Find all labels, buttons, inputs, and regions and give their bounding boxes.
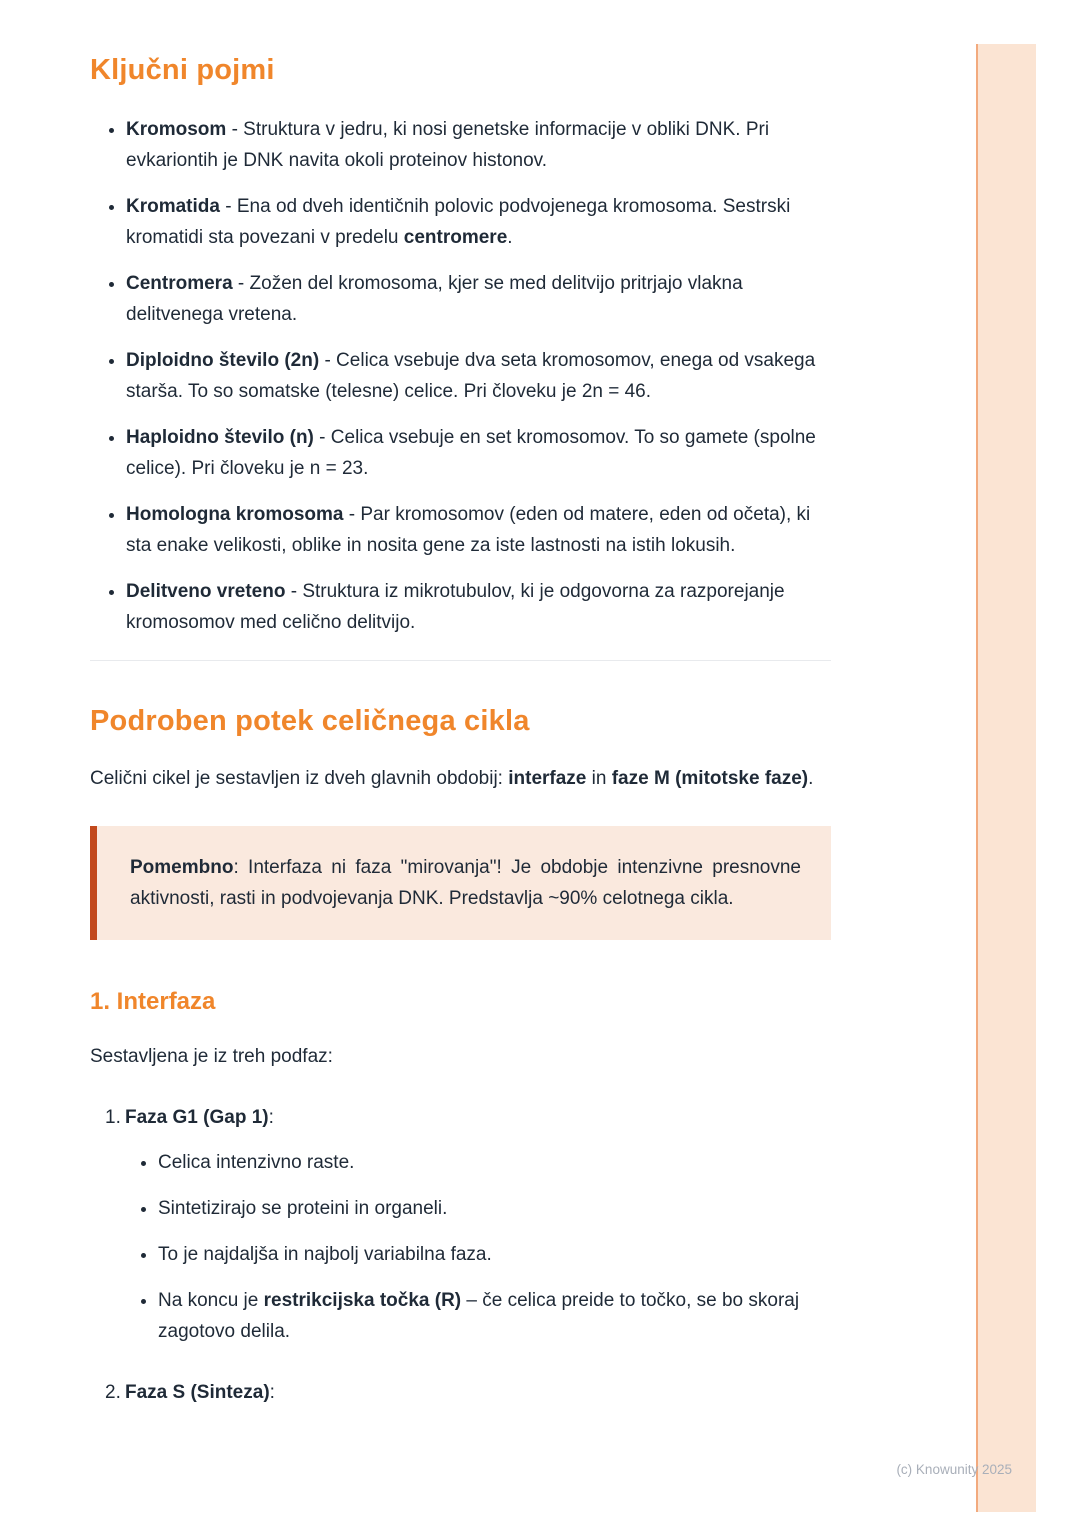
term-item-homologna xyxy=(126,499,831,561)
page-edge-strip xyxy=(976,44,1036,1512)
point-text: – če celica preide to točko, se bo skoraj zagotovo delila. xyxy=(158,1290,800,1342)
term-name: Kromatida xyxy=(126,196,220,217)
subsection-title-interfaza: 1. Interfaza xyxy=(90,988,216,1015)
interfaza-phase-list xyxy=(90,1102,831,1408)
term-name: Haploidno število (n) xyxy=(126,427,314,448)
term-item-kromosom xyxy=(126,114,831,176)
document-content xyxy=(90,52,831,1423)
point-text: Na koncu je xyxy=(158,1290,264,1311)
term-name: Homologna kromosoma xyxy=(126,504,344,525)
point-bold-restriction: restrikcijska točka (R) xyxy=(263,1290,462,1311)
term-item-haploidno xyxy=(126,422,831,484)
phase-point xyxy=(158,1285,831,1347)
term-item-centromera xyxy=(126,268,831,330)
section-title-key-terms: Ključni pojmi xyxy=(90,54,275,86)
term-desc: - Celica vsebuje en set kromosomov. To so gamete (spolne celice). Pri človeku je n = 23. xyxy=(126,427,816,479)
section-title-cell-cycle: Podroben potek celičnega cikla xyxy=(90,705,530,737)
phase-item-g1 xyxy=(90,1102,831,1362)
intro-bold-interfaze: interfaze xyxy=(508,768,587,789)
callout-paragraph xyxy=(130,852,801,914)
copyright-footer: (c) Knowunity 2025 xyxy=(896,1462,1012,1477)
callout-text: : Interfaza ni faza "mirovanja"! Je obdobje intenzivne presnovne aktivnosti, rasti in podvojevanja DNK. Predstavlja ~90% celotnega cikla. xyxy=(130,857,801,909)
term-desc: - Struktura iz mikrotubulov, ki je odgovorna za razporejanje kromosomov med celično delitvijo. xyxy=(126,581,785,633)
key-terms-list xyxy=(90,114,831,638)
callout-label: Pomembno xyxy=(130,857,234,878)
phase-term: Faza G1 (Gap 1) xyxy=(125,1107,269,1128)
phase-g1-points xyxy=(125,1147,831,1347)
cycle-intro-paragraph xyxy=(90,763,831,794)
term-desc-tail: . xyxy=(507,227,513,248)
intro-bold-faza-m: faze M (mitotske faze) xyxy=(611,768,809,789)
term-desc: - Zožen del kromosoma, kjer se med delitvijo pritrjajo vlakna delitvenega vretena. xyxy=(126,273,743,325)
important-callout xyxy=(90,826,831,940)
intro-text: in xyxy=(586,768,612,789)
phase-body xyxy=(125,1102,831,1362)
phase-point xyxy=(158,1239,831,1270)
term-desc: - Celica vsebuje dva seta kromosomov, enega od vsakega starša. To so somatske (telesne) celice. Pri človeku je 2n = 46. xyxy=(126,350,816,402)
term-desc: - Struktura v jedru, ki nosi genetske informacije v obliki DNK. Pri evkariontih je DNK navita okoli proteinov histonov. xyxy=(126,119,770,171)
term-name: Delitveno vreteno xyxy=(126,581,286,602)
term-item-delitveno-vreteno xyxy=(126,576,831,638)
point-text: Sintetizirajo se proteini in organeli. xyxy=(158,1198,448,1219)
section-divider xyxy=(90,660,831,661)
term-desc-bold: centromere xyxy=(403,227,508,248)
point-text: Celica intenzivno raste. xyxy=(158,1152,355,1173)
phase-colon: : xyxy=(268,1107,274,1128)
phase-item-s xyxy=(90,1377,831,1408)
intro-text: . xyxy=(808,768,814,789)
term-item-diploidno xyxy=(126,345,831,407)
term-desc: - Par kromosomov (eden od matere, eden od očeta), ki sta enake velikosti, oblike in nosita gene za iste lastnosti na istih lokusih. xyxy=(126,504,811,556)
term-name: Centromera xyxy=(126,273,233,294)
intro-text: Celični cikel je sestavljen iz dveh glavnih obdobij: xyxy=(90,768,509,789)
phase-number: 2. xyxy=(105,1382,121,1403)
term-name: Kromosom xyxy=(126,119,227,140)
phase-number: 1. xyxy=(105,1107,121,1128)
phase-point xyxy=(158,1147,831,1178)
point-text: To je najdaljša in najbolj variabilna faza. xyxy=(158,1244,492,1265)
term-item-kromatida xyxy=(126,191,831,253)
phase-point xyxy=(158,1193,831,1224)
phase-body xyxy=(125,1377,831,1408)
term-desc: - Ena od dveh identičnih polovic podvojenega kromosoma. Sestrski kromatidi sta povezani v predelu xyxy=(126,196,791,248)
phase-colon: : xyxy=(269,1382,275,1403)
interfaza-lead: Sestavljena je iz treh podfaz: xyxy=(90,1046,333,1067)
term-name: Diploidno število (2n) xyxy=(126,350,320,371)
phase-term: Faza S (Sinteza) xyxy=(125,1382,270,1403)
